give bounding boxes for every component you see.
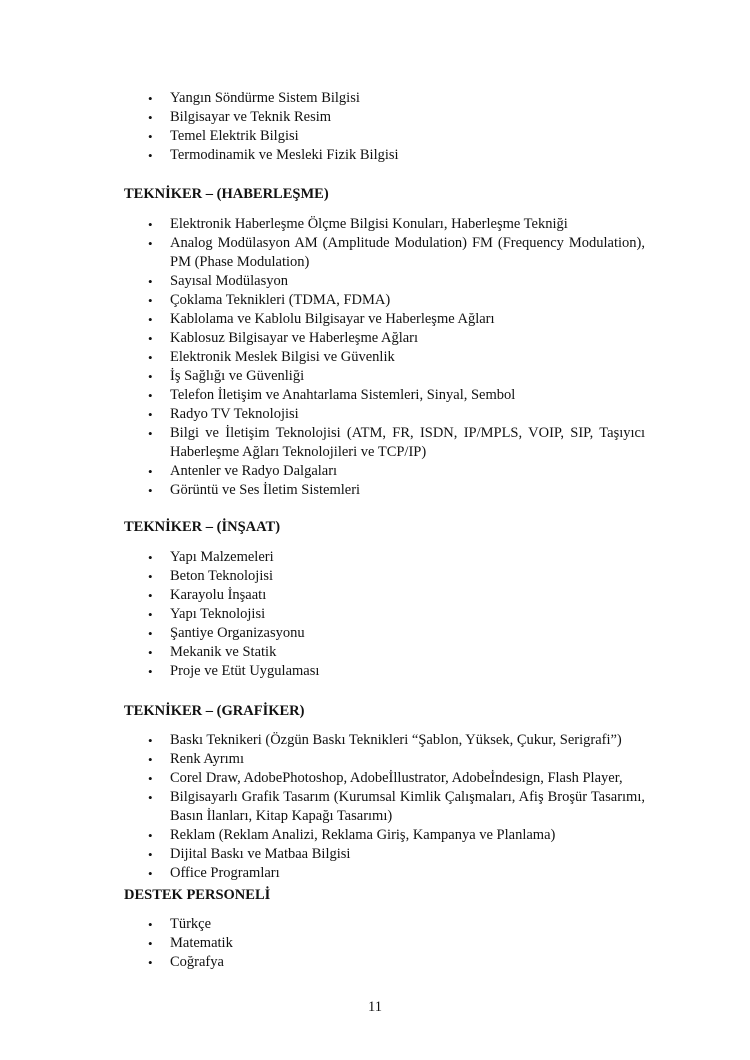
list-item: • Dijital Baskı ve Matbaa Bilgisi (148, 846, 351, 862)
bullet: • (148, 369, 153, 384)
bullet: • (148, 350, 153, 365)
page-number: 11 (368, 999, 382, 1015)
bullet: • (148, 483, 153, 498)
bullet: • (148, 407, 153, 422)
list-item: • Reklam (Reklam Analizi, Reklama Giriş, Kampanya ve Planlama) (148, 827, 556, 843)
bullet: • (148, 866, 153, 881)
bullet: • (148, 771, 153, 786)
bullet: • (148, 312, 153, 327)
list-continued (126, 89, 645, 165)
list-item: • Bilgisayar ve Teknik Resim (148, 109, 332, 125)
bullet: • (148, 388, 153, 403)
list-item: • Coğrafya (148, 954, 224, 970)
list-item: • Baskı Teknikeri (Özgün Baskı Teknikleri “Şablon, Yüksek, Çukur, Serigrafi”) (148, 732, 622, 748)
list-item: • Corel Draw, AdobePhotoshop, Adobeİllustrator, Adobeİndesign, Flash Player, (148, 770, 623, 786)
bullet: • (148, 293, 153, 308)
bullet: • (148, 664, 153, 679)
bullet: • (148, 588, 153, 603)
bullet: • (148, 828, 153, 843)
list-item: • Mekanik ve Statik (148, 644, 277, 660)
bullet: • (148, 752, 153, 767)
list-item: • Telefon İletişim ve Anahtarlama Sistemleri, Sinyal, Sembol (148, 387, 516, 403)
list-item: • Temel Elektrik Bilgisi (148, 128, 299, 144)
list-item: • Kablosuz Bilgisayar ve Haberleşme Ağları (148, 330, 419, 346)
list-haberlesme (126, 215, 645, 500)
list-destek-personeli (126, 915, 645, 972)
list-item: • Bilgi ve İletişim Teknolojisi (ATM, FR, ISDN, IP/MPLS, VOIP, SIP, Taşıyıcı Haberleşme Ağları Teknolojileri ve TCP/IP) (148, 425, 645, 460)
list-item: • Görüntü ve Ses İletim Sistemleri (148, 482, 361, 498)
bullet: • (148, 110, 153, 125)
list-item: • Elektronik Meslek Bilgisi ve Güvenlik (148, 349, 395, 365)
bullet: • (148, 607, 153, 622)
bullet: • (148, 936, 153, 951)
list-item: • Matematik (148, 935, 233, 951)
list-grafiker (126, 731, 645, 883)
bullet: • (148, 790, 153, 805)
list-item: • Elektronik Haberleşme Ölçme Bilgisi Konuları, Haberleşme Tekniği (148, 216, 568, 232)
bullet: • (148, 426, 153, 441)
bullet: • (148, 626, 153, 641)
bullet: • (148, 331, 153, 346)
list-item: • Radyo TV Teknolojisi (148, 406, 299, 422)
bullet: • (148, 917, 153, 932)
list-item: • Sayısal Modülasyon (148, 273, 289, 289)
list-item: • Proje ve Etüt Uygulaması (148, 663, 320, 679)
list-item: • Çoklama Teknikleri (TDMA, FDMA) (148, 292, 391, 308)
list-item: • Yangın Söndürme Sistem Bilgisi (148, 90, 360, 106)
list-insaat (126, 548, 645, 681)
list-item: • Office Programları (148, 865, 280, 881)
list-item: • Karayolu İnşaatı (148, 587, 267, 603)
bullet: • (148, 955, 153, 970)
list-item: • Termodinamik ve Mesleki Fizik Bilgisi (148, 147, 399, 163)
bullet: • (148, 274, 153, 289)
section-heading-haberlesme: TEKNİKER – (HABERLEŞME) (124, 186, 329, 202)
bullet: • (148, 91, 153, 106)
list-item: • İş Sağlığı ve Güvenliği (148, 368, 305, 384)
list-item: • Türkçe (148, 916, 212, 932)
bullet: • (148, 217, 153, 232)
list-item: • Bilgisayarlı Grafik Tasarım (Kurumsal Kimlik Çalışmaları, Afiş Broşür Tasarımı, Basın İlanları, Kitap Kapağı Tasarımı) (148, 789, 645, 824)
bullet: • (148, 847, 153, 862)
section-heading-destek-personeli: DESTEK PERSONELİ (124, 887, 271, 903)
list-item: • Şantiye Organizasyonu (148, 625, 305, 641)
bullet: • (148, 569, 153, 584)
bullet: • (148, 148, 153, 163)
list-item: • Yapı Teknolojisi (148, 606, 266, 622)
list-item: • Renk Ayrımı (148, 751, 244, 767)
bullet: • (148, 129, 153, 144)
list-item: • Antenler ve Radyo Dalgaları (148, 463, 338, 479)
list-item: • Yapı Malzemeleri (148, 549, 274, 565)
bullet: • (148, 550, 153, 565)
list-item: • Analog Modülasyon AM (Amplitude Modulation) FM (Frequency Modulation), PM (Phase Modulation) (148, 235, 645, 270)
bullet: • (148, 733, 153, 748)
bullet: • (148, 236, 153, 251)
list-item: • Beton Teknolojisi (148, 568, 274, 584)
section-heading-insaat: TEKNİKER – (İNŞAAT) (124, 519, 281, 535)
list-item: • Kablolama ve Kablolu Bilgisayar ve Haberleşme Ağları (148, 311, 495, 327)
bullet: • (148, 645, 153, 660)
section-heading-grafiker: TEKNİKER – (GRAFİKER) (124, 703, 305, 719)
bullet: • (148, 464, 153, 479)
